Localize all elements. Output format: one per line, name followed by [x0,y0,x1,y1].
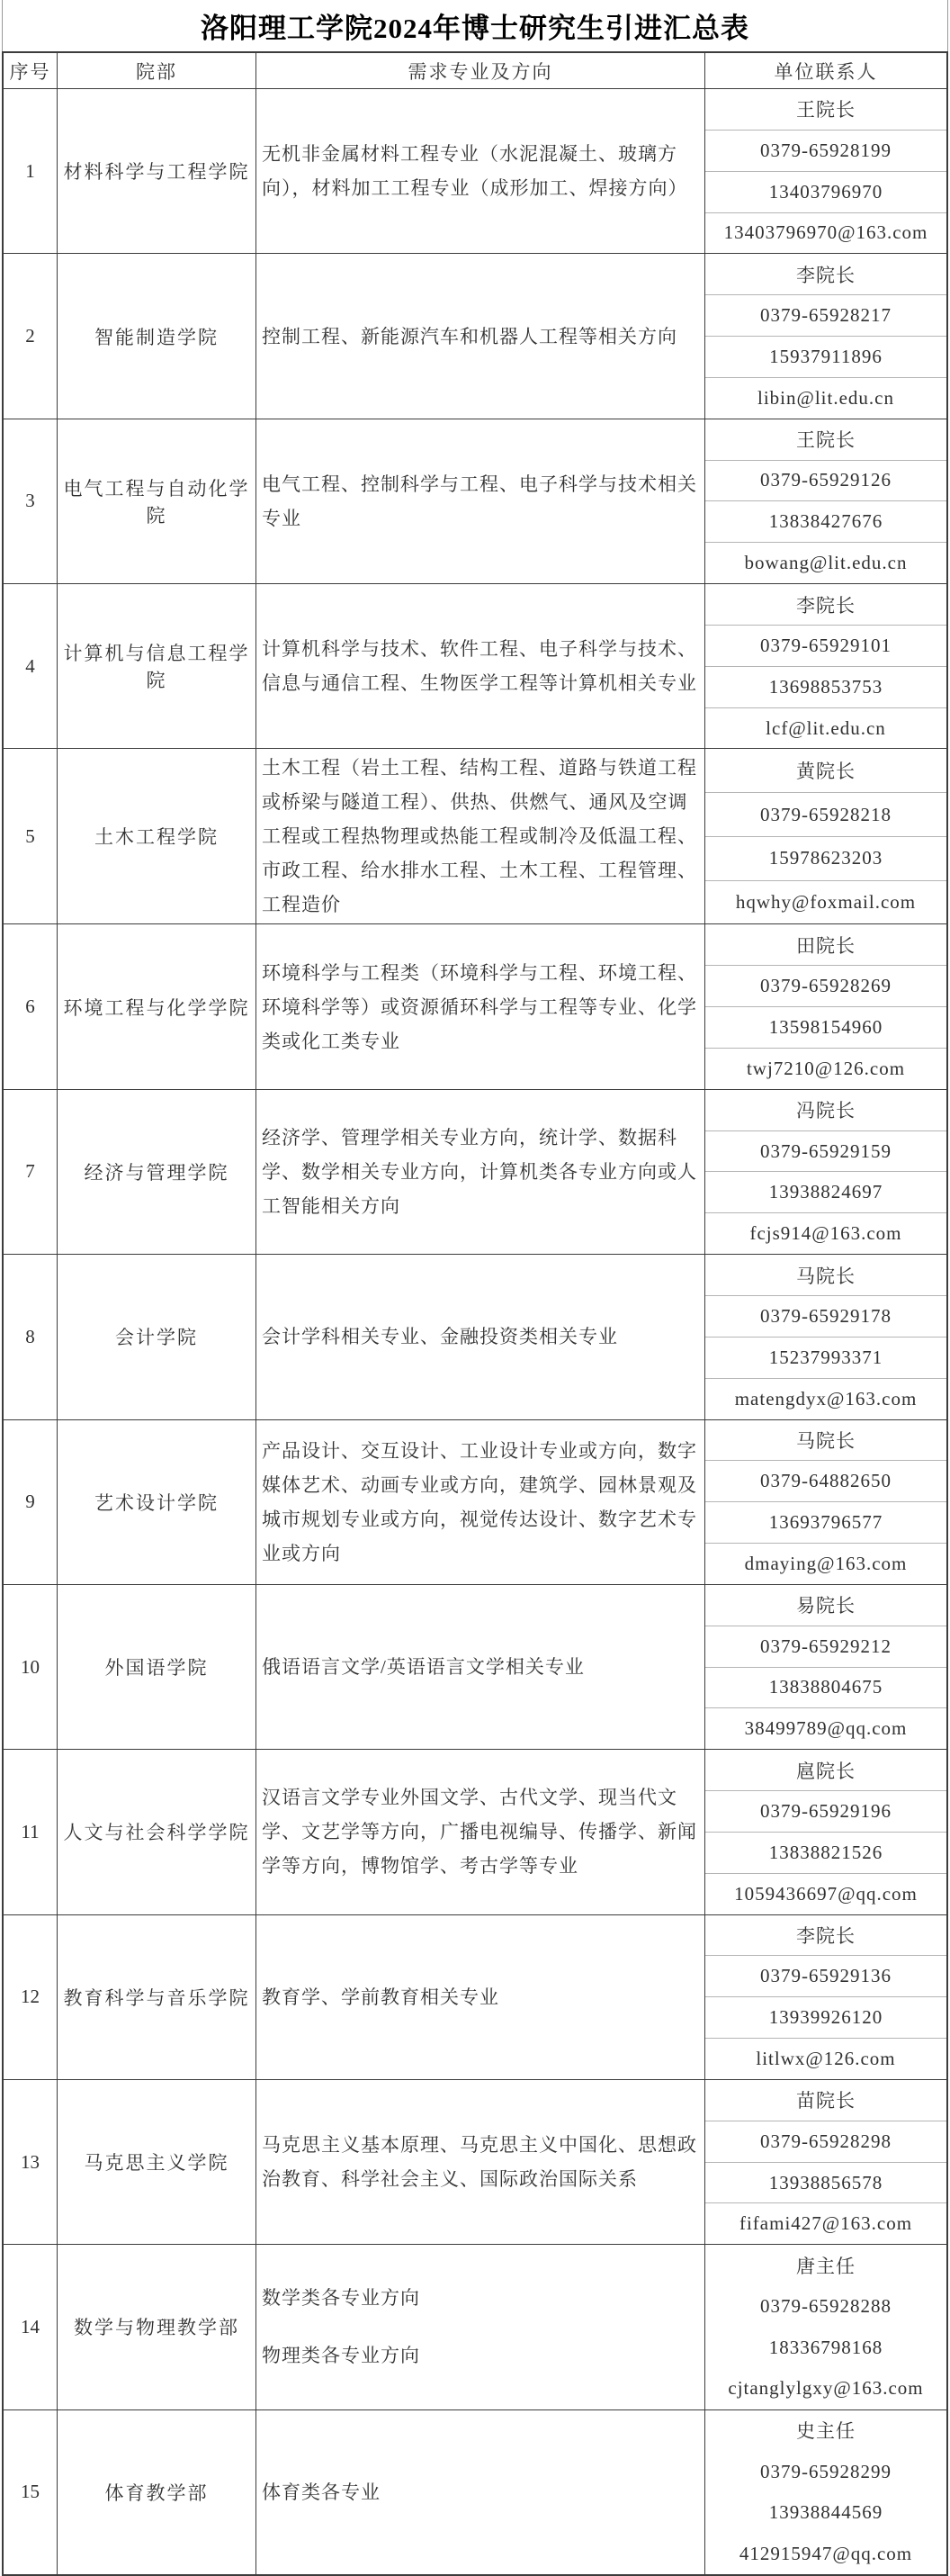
header-cell-majors: 需求专业及方向 [256,53,705,88]
row-index-cell: 8 [4,1255,58,1419]
table-row [4,254,946,419]
table-row [4,1090,946,1255]
row-index-cell: 10 [4,1585,58,1749]
table-row [4,1915,946,2080]
majors-line: 产品设计、交互设计、工业设计专业或方向，数字媒体艺术、动画专业或方向，建筑学、园林景观及城市规划专业或方向，视觉传达设计、数字艺术专业或方向 [262,1439,697,1564]
dept-cell: 经济与管理学院 [58,1090,256,1254]
dept-cell: 环境工程与化学学院 [58,924,256,1088]
table-row [4,1255,946,1419]
contact-mobile: 13938844569 [768,2501,883,2524]
dept-cell: 智能制造学院 [58,254,256,418]
contact-name: 扈院长 [796,1760,856,1782]
majors-cell [256,2410,705,2574]
dept-cell: 教育科学与音乐学院 [58,1915,256,2079]
contact-email: dmaying@163.com [705,1543,946,1584]
contact-mobile: 13698853753 [705,666,946,707]
contact-phone: 0379-65928269 [705,965,946,1006]
contact-email: libin@lit.edu.cn [705,377,946,419]
contact-email: 1059436697@qq.com [705,1873,946,1914]
contact-name: 王院长 [796,99,856,122]
header-cell-dept: 院部 [58,53,256,88]
majors-cell [256,1420,705,1584]
contact-cell [705,1420,946,1584]
contact-mobile: 13598154960 [705,1006,946,1048]
table-body [4,89,946,2574]
contact-email: fcjs914@163.com [705,1212,946,1254]
row-index-cell: 15 [4,2410,58,2574]
table-row [4,1750,946,1914]
contact-cell [705,2080,946,2244]
dept-cell: 计算机与信息工程学院 [58,584,256,748]
contact-cell [705,924,946,1088]
dept-cell: 会计学院 [58,1255,256,1419]
majors-cell [256,749,705,923]
recruitment-summary-table [2,51,948,2576]
contact-mobile: 13838804675 [705,1667,946,1708]
majors-line: 体育类各专业 [262,2481,381,2503]
dept-cell: 体育教学部 [58,2410,256,2574]
majors-line: 汉语言文学专业外国文学、古代文学、现当代文学、文艺学等方向，广播电视编导、传播学、新闻学等方向，博物馆学、考古学等专业 [262,1787,697,1878]
contact-phone: 0379-64882650 [705,1460,946,1501]
contact-name: 李院长 [796,1925,856,1948]
table-row [4,2410,946,2574]
row-index-cell: 7 [4,1090,58,1254]
contact-cell [705,2410,946,2574]
contact-name: 马院长 [796,1429,856,1452]
contact-phone: 0379-65929178 [705,1295,946,1337]
contact-email: fifami427@163.com [705,2202,946,2244]
majors-cell [256,89,705,253]
contact-email: hqwhy@foxmail.com [705,880,946,924]
contact-phone: 0379-65929126 [705,460,946,501]
contact-cell [705,2245,946,2409]
majors-line: 无机非金属材料工程专业（水泥混凝土、玻璃方向），材料加工工程专业（成形加工、焊接方向） [262,143,688,200]
majors-line: 环境科学与工程类（环境科学与工程、环境工程、环境科学等）或资源循环科学与工程等专业、化学类或化工类专业 [262,961,697,1052]
contact-cell [705,419,946,583]
majors-line: 教育学、学前教育相关专业 [262,1986,499,2008]
contact-email: twj7210@126.com [705,1048,946,1089]
contact-mobile: 13693796577 [705,1501,946,1543]
contact-name: 唐主任 [796,2256,856,2278]
contact-email: 13403796970@163.com [705,212,946,254]
majors-line: 计算机科学与技术、软件工程、电子科学与技术、信息与通信工程、生物医学工程等计算机相关专业 [262,638,697,695]
majors-line: 控制工程、新能源汽车和机器人工程等相关方向 [262,325,677,347]
contact-phone: 0379-65929136 [705,1955,946,1996]
contact-name: 田院长 [796,934,856,957]
row-index-cell: 4 [4,584,58,748]
contact-mobile: 13938856578 [705,2162,946,2203]
contact-mobile: 13939926120 [705,1996,946,2038]
majors-line: 数学类各专业方向 [262,2287,420,2310]
contact-name: 黄院长 [796,761,856,783]
contact-email: 412915947@qq.com [739,2542,913,2564]
dept-cell: 材料科学与工程学院 [58,89,256,253]
majors-cell [256,1090,705,1254]
majors-line: 土木工程（岩土工程、结构工程、道路与铁道工程或桥梁与隧道工程）、供热、供燃气、通风及空调工程或工程热物理或热能工程或制冷及低温工程、市政工程、给水排水工程、土木工程、工程管理、工程造价 [262,757,697,916]
dept-cell: 马克思主义学院 [58,2080,256,2244]
contact-mobile: 13938824697 [705,1171,946,1212]
contact-name: 易院长 [796,1595,856,1617]
majors-cell [256,2080,705,2244]
majors-cell [256,1585,705,1749]
majors-cell [256,924,705,1088]
table-row [4,419,946,584]
contact-mobile: 13838821526 [705,1832,946,1873]
table-row [4,749,946,924]
contact-mobile: 15237993371 [705,1337,946,1378]
dept-cell: 人文与社会科学学院 [58,1750,256,1914]
majors-cell [256,584,705,748]
contact-phone: 0379-65929159 [705,1130,946,1172]
contact-email: litlwx@126.com [705,2038,946,2079]
contact-email: cjtanglylgxy@163.com [728,2377,924,2400]
row-index-cell: 1 [4,89,58,253]
contact-cell [705,89,946,253]
row-index-cell: 6 [4,924,58,1088]
row-index-cell: 2 [4,254,58,418]
contact-mobile: 13838427676 [705,500,946,542]
contact-phone: 0379-65928217 [705,294,946,336]
contact-phone: 0379-65928288 [760,2295,892,2318]
contact-name: 苗院长 [796,2090,856,2112]
majors-line: 物理类各专业方向 [262,2345,420,2367]
contact-cell [705,1255,946,1419]
contact-cell [705,1915,946,2079]
table-row [4,2245,946,2409]
row-index-cell: 14 [4,2245,58,2409]
row-index-cell: 11 [4,1750,58,1914]
row-index-cell: 12 [4,1915,58,2079]
row-index-cell: 5 [4,749,58,923]
contact-cell [705,1090,946,1254]
contact-cell [705,749,946,923]
table-row [4,924,946,1089]
dept-cell: 数学与物理教学部 [58,2245,256,2409]
contact-mobile: 15978623203 [705,836,946,880]
majors-line: 马克思主义基本原理、马克思主义中国化、思想政治教育、科学社会主义、国际政治国际关系 [262,2134,697,2191]
table-row [4,2080,946,2245]
majors-line: 会计学科相关专业、金融投资类相关专业 [262,1326,618,1348]
majors-line: 经济学、管理学相关专业方向，统计学、数据科学、数学相关专业方向，计算机类各专业方向或人工智能相关方向 [262,1126,697,1217]
row-index-cell: 13 [4,2080,58,2244]
contact-phone: 0379-65928199 [705,130,946,171]
row-index-cell: 3 [4,419,58,583]
majors-cell [256,419,705,583]
header-cell-index: 序号 [4,53,58,88]
contact-email: lcf@lit.edu.cn [705,707,946,749]
row-index-cell: 9 [4,1420,58,1584]
dept-cell: 电气工程与自动化学院 [58,419,256,583]
dept-cell: 外国语学院 [58,1585,256,1749]
header-cell-contact: 单位联系人 [774,60,878,83]
contact-cell [705,254,946,418]
contact-phone: 0379-65929101 [705,625,946,666]
dept-cell: 土木工程学院 [58,749,256,923]
page-title: 洛阳理工学院2024年博士研究生引进汇总表 [2,0,948,51]
contact-mobile: 13403796970 [705,171,946,212]
table-header-row [4,53,946,89]
majors-cell [256,254,705,418]
majors-cell [256,1915,705,2079]
contact-email: bowang@lit.edu.cn [705,542,946,583]
contact-cell [705,1585,946,1749]
contact-phone: 0379-65928298 [705,2121,946,2162]
majors-line: 电气工程、控制科学与工程、电子科学与技术相关专业 [262,473,697,529]
contact-mobile: 18336798168 [768,2336,883,2358]
majors-cell [256,1255,705,1419]
contact-cell [705,1750,946,1914]
contact-mobile: 15937911896 [705,336,946,377]
contact-email: matengdyx@163.com [705,1378,946,1419]
contact-name: 史主任 [796,2420,856,2443]
contact-name: 李院长 [796,594,856,617]
contact-email: 38499789@qq.com [705,1707,946,1749]
table-row [4,584,946,749]
contact-phone: 0379-65929212 [705,1626,946,1667]
table-row [4,1420,946,1585]
table-row [4,1585,946,1750]
majors-cell [256,2245,705,2409]
majors-cell [256,1750,705,1914]
contact-phone: 0379-65928218 [705,792,946,836]
contact-name: 李院长 [796,264,856,286]
contact-name: 王院长 [796,429,856,452]
contact-phone: 0379-65929196 [705,1790,946,1832]
majors-line: 俄语语言文学/英语语言文学相关专业 [262,1656,585,1679]
contact-name: 马院长 [796,1265,856,1287]
table-row [4,89,946,254]
dept-cell: 艺术设计学院 [58,1420,256,1584]
contact-name: 冯院长 [796,1100,856,1122]
contact-phone: 0379-65928299 [760,2460,892,2482]
contact-cell [705,584,946,748]
